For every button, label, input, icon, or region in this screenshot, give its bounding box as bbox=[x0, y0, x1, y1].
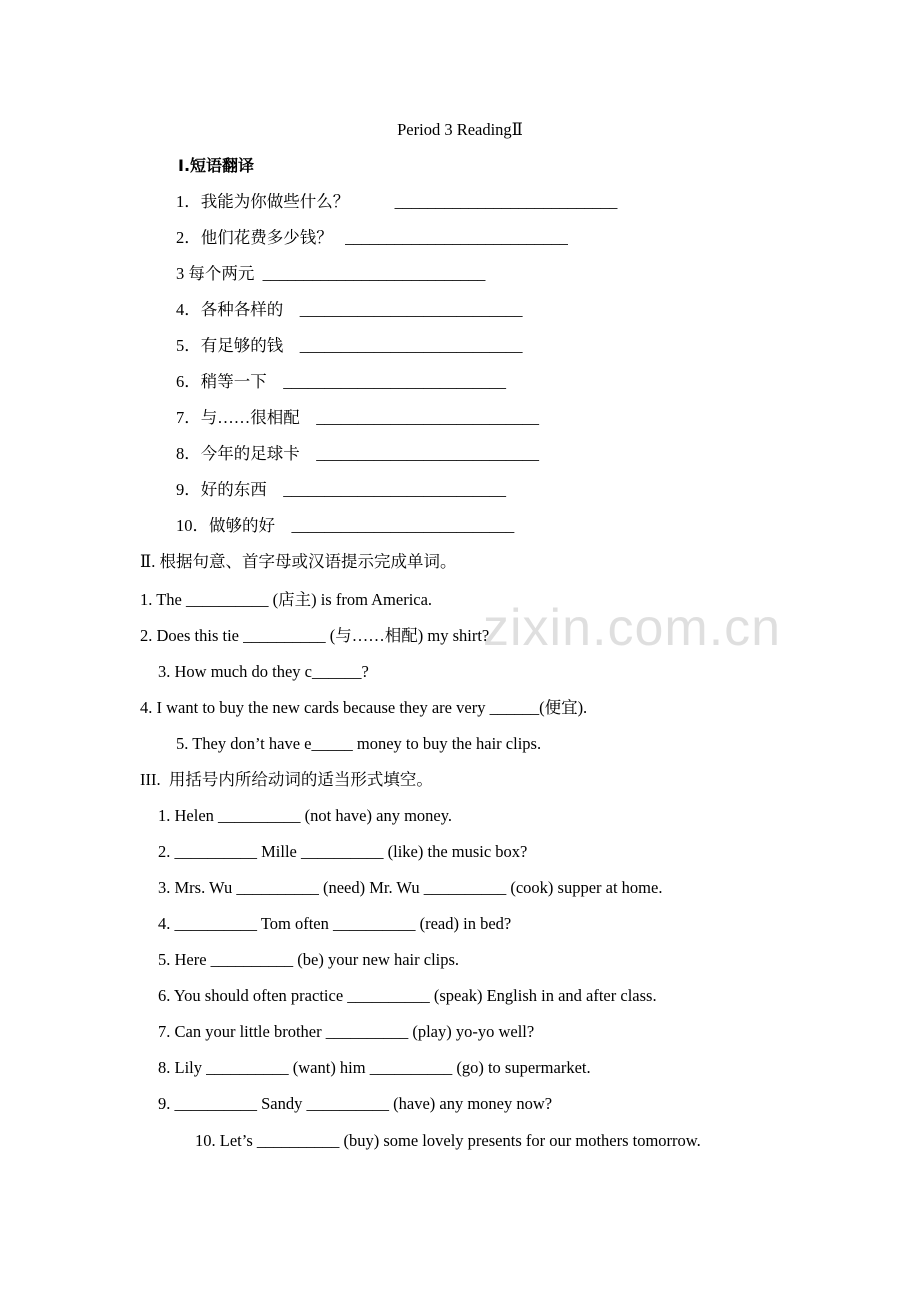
section2-heading: Ⅱ. 根据句意、首字母或汉语提示完成单词。 bbox=[140, 552, 457, 571]
section2-item: 2. Does this tie __________ (与……相配) my shirt? bbox=[140, 626, 490, 645]
section3-item: 7. Can your little brother __________ (play) yo-yo well? bbox=[158, 1022, 535, 1041]
section3-item: 3. Mrs. Wu __________ (need) Mr. Wu __________ (cook) supper at home. bbox=[158, 878, 663, 897]
section3-item: 4. __________ Tom often __________ (read) in bed? bbox=[158, 914, 512, 933]
section3-item: 6. You should often practice __________ (speak) English in and after class. bbox=[158, 986, 657, 1005]
section1-heading: Ⅰ.短语翻译 bbox=[178, 156, 255, 175]
section2-item: 1. The __________ (店主) is from America. bbox=[140, 590, 433, 609]
section1-item: 4．各种各样的 ___________________________ bbox=[176, 300, 523, 319]
section3-item: 9. __________ Sandy __________ (have) any money now? bbox=[158, 1094, 553, 1113]
section3-item: 8. Lily __________ (want) him __________ (go) to supermarket. bbox=[158, 1058, 591, 1077]
section1-item: 10．做够的好 ___________________________ bbox=[176, 516, 515, 535]
section1-item: 5．有足够的钱 ___________________________ bbox=[176, 336, 523, 355]
section3-item: 2. __________ Mille __________ (like) the music box? bbox=[158, 842, 528, 861]
section2-item: 5. They don’t have e_____ money to buy the hair clips. bbox=[176, 734, 542, 753]
section2-item: 4. I want to buy the new cards because they are very ______(便宜). bbox=[140, 698, 588, 717]
section1-item: 1．我能为你做些什么？ ___________________________ bbox=[176, 192, 618, 211]
section3-item: 5. Here __________ (be) your new hair clips. bbox=[158, 950, 460, 969]
section1-item: 7．与……很相配 ___________________________ bbox=[176, 408, 539, 427]
page-title: Period 3 ReadingⅡ bbox=[397, 120, 523, 139]
section3-heading: III. 用括号内所给动词的适当形式填空。 bbox=[140, 770, 433, 789]
section1-item: 9．好的东西 ___________________________ bbox=[176, 480, 506, 499]
section2-item: 3. How much do they c______? bbox=[158, 662, 369, 681]
section1-item: 8．今年的足球卡 ___________________________ bbox=[176, 444, 539, 463]
section1-item: 6．稍等一下 ___________________________ bbox=[176, 372, 506, 391]
section3-item: 10. Let’s __________ (buy) some lovely presents for our mothers tomorrow. bbox=[195, 1131, 701, 1150]
watermark: zixin.com.cn bbox=[483, 599, 782, 657]
section1-item: 3 每个两元 ___________________________ bbox=[176, 264, 486, 283]
section1-item: 2．他们花费多少钱？ ___________________________ bbox=[176, 228, 568, 247]
section3-item: 1. Helen __________ (not have) any money. bbox=[158, 806, 453, 825]
